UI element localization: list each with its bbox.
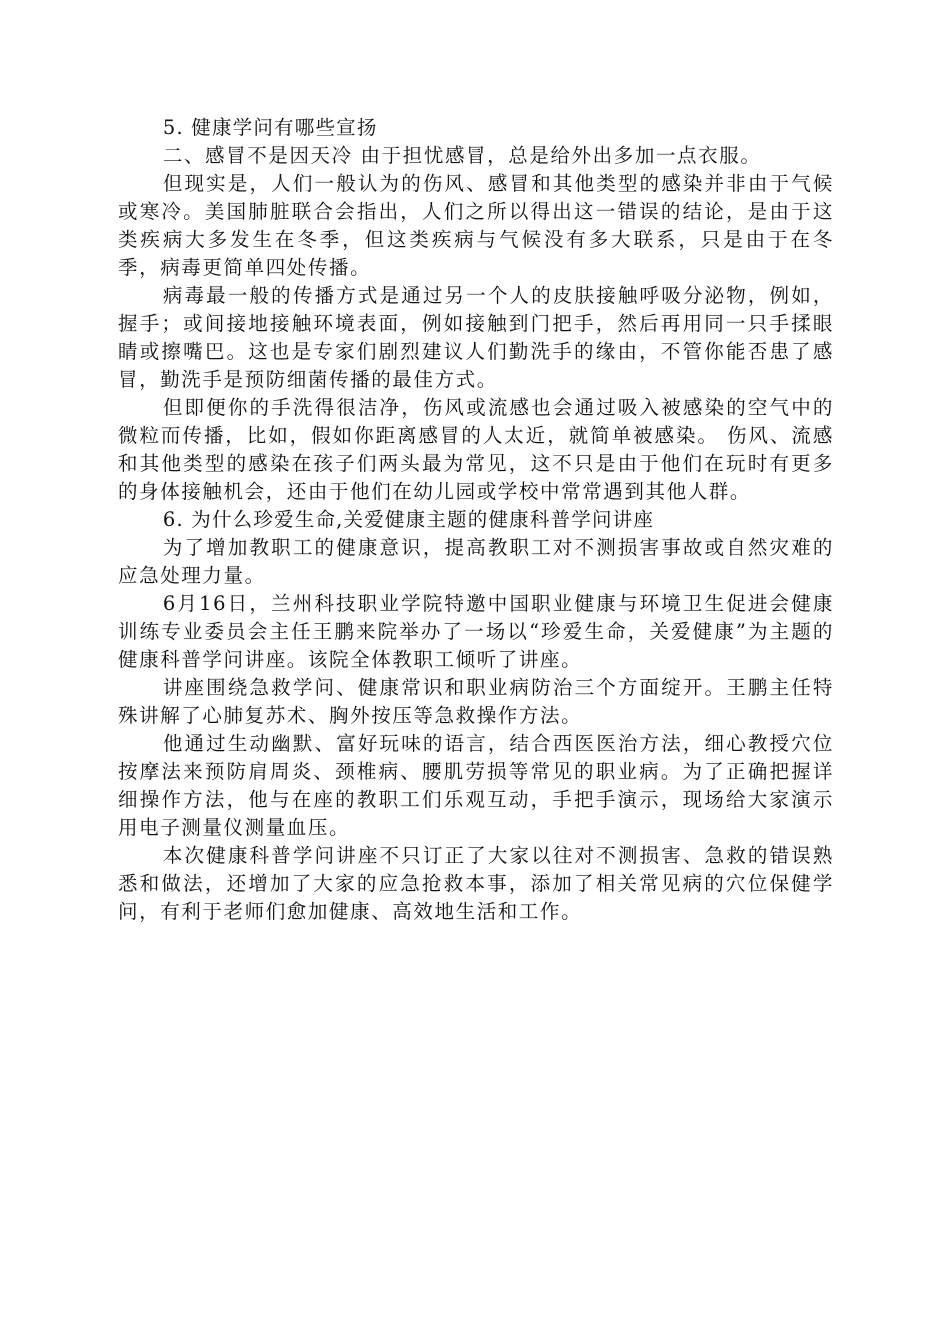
document-page: [118, 114, 834, 926]
paragraph: 讲座围绕急救学问、健康常识和职业病防治三个方面绽开。王鹏主任特殊讲解了心肺复苏术、胸外按压等急救操作方法。: [118, 676, 834, 727]
paragraph: 他通过生动幽默、富好玩味的语言，结合西医医治方法，细心教授穴位按摩法来预防肩周炎、颈椎病、腰肌劳损等常见的职业病。为了正确把握详细操作方法，他与在座的教职工们乐观互动，手把手演示，现场给大家演示用电子测量仪测量血压。: [118, 732, 834, 839]
paragraph: 二、感冒不是因天冷 由于担忧感冒，总是给外出多加一点衣服。: [162, 144, 762, 167]
section-heading-6: 6. 为什么珍爱生命,关爱健康主题的健康科普学问讲座: [162, 508, 655, 531]
paragraph: 但现实是，人们一般认为的伤风、感冒和其他类型的感染并非由于气候或寒冷。美国肺脏联合会指出，人们之所以得出这一错误的结论，是由于这类疾病大多发生在冬季，但这类疾病与气候没有多大联系，只是由于在冬季，病毒更简单四处传播。: [118, 172, 834, 279]
paragraph: 为了增加教职工的健康意识，提高教职工对不测损害事故或自然灾难的应急处理力量。: [118, 536, 834, 587]
paragraph: 6月16日，兰州科技职业学院特邀中国职业健康与环境卫生促进会健康训练专业委员会主任王鹏来院举办了一场以“珍爱生命，关爱健康”为主题的健康科普学问讲座。该院全体教职工倾听了讲座。: [118, 592, 834, 671]
section-heading-5: 5. 健康学问有哪些宣扬: [162, 116, 378, 139]
paragraph: 本次健康科普学问讲座不只订正了大家以往对不测损害、急救的错误熟悉和做法，还增加了大家的应急抢救本事，添加了相关常见病的穴位保健学问，有利于老师们愈加健康、高效地生活和工作。: [118, 844, 834, 923]
paragraph: 但即便你的手洗得很洁净，伤风或流感也会通过吸入被感染的空气中的微粒而传播，比如，假如你距离感冒的人太近，就简单被感染。 伤风、流感和其他类型的感染在孩子们两头最为常见，这不只是由于他们在玩时有更多的身体接触机会，还由于他们在幼儿园或学校中常常遇到其他人群。: [118, 396, 834, 503]
paragraph: 病毒最一般的传播方式是通过另一个人的皮肤接触呼吸分泌物，例如，握手；或间接地接触环境表面，例如接触到门把手，然后再用同一只手揉眼睛或擦嘴巴。这也是专家们剧烈建议人们勤洗手的缘由，不管你能否患了感冒，勤洗手是预防细菌传播的最佳方式。: [118, 284, 834, 391]
